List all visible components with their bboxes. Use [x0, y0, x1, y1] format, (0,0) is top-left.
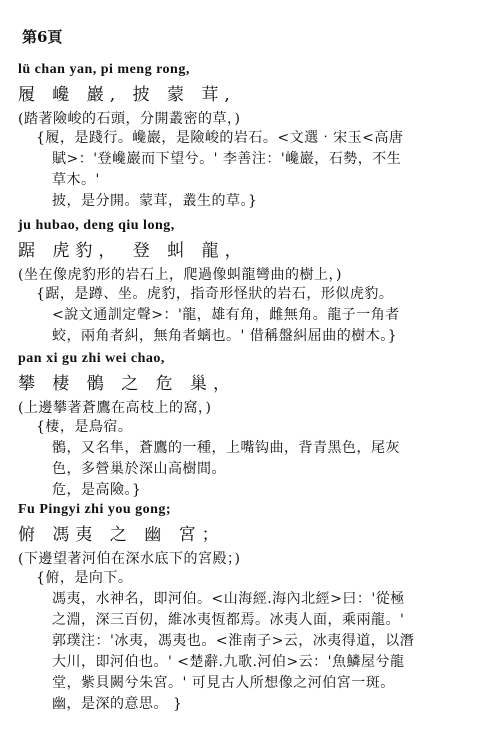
annotation-line: 之淵，深三百仞，維冰夷恆都焉。冰夷人面，乘兩龍。' — [52, 612, 405, 628]
pinyin-line: ju hubao, deng qiu long, — [18, 218, 175, 233]
annotation-line: 賦>：'登巉巖而下望兮。' 李善注：'巉巖，石勢，不生 — [52, 151, 402, 167]
translation: (下邊望著河伯在深水底下的宮殿；) — [18, 551, 241, 567]
annotation-line: <說文通訓定聲>：'龍，雄有角，雌無角。龍子一角者 — [52, 307, 400, 323]
annotation — [36, 128, 483, 212]
annotation-line: 蛟，兩角者糾，無角者螭也。' 借稱盤糾屈曲的樹木。} — [52, 328, 398, 344]
stanza-4 — [18, 502, 483, 715]
chinese-verse: 履 巉 巖, 披 蒙 茸, — [18, 85, 236, 105]
annotation-line: {踞，是蹲、坐。虎豹，指奇形怪狀的岩石，形似虎豹。 — [36, 286, 394, 302]
annotation-line: 幽，是深的意思。 } — [52, 696, 183, 712]
annotation-line: {棲，是鳥宿。 — [36, 419, 133, 435]
chinese-verse: 踞 虎豹， 登 虯 龍， — [18, 241, 248, 261]
annotation-line: {俯，是向下。 — [36, 570, 133, 586]
annotation-line: 馮夷，水神名，即河伯。<山海經.海內北經>曰：'從極 — [52, 591, 405, 607]
annotation-line: 危，是高險。} — [52, 482, 142, 498]
annotation-line: {履，是踐行。巉巖，是險峻的岩石。<文選‧宋玉<高唐 — [36, 130, 404, 146]
pinyin-line: lü chan yan, pi meng rong, — [18, 62, 190, 77]
annotation-line: 草木。' — [52, 172, 100, 188]
annotation — [36, 568, 483, 715]
chinese-verse: 攀 棲 鶻 之 危 巢， — [18, 374, 237, 394]
annotation-line: 堂，紫貝闕兮朱宮。' 可見古人所想像之河伯宮一斑。 — [52, 675, 395, 691]
annotation-line: 鶻，又名隼，蒼鷹的一種，上嘴钩曲，背青黑色，尾灰 — [52, 440, 400, 456]
annotation — [36, 284, 483, 347]
translation: (踏著險峻的石頭，分開叢密的草，) — [18, 111, 241, 127]
annotation — [36, 417, 483, 501]
annotation-line: 色，多營巢於深山高樹間。 — [52, 461, 226, 477]
annotation-line: 大川，即河伯也。' <楚辭.九歌.河伯>云：'魚鱗屋兮龍 — [52, 654, 405, 670]
translation: (上邊攀著蒼鷹在高枝上的窩，) — [18, 400, 212, 416]
annotation-line: 披，是分開。蒙茸，叢生的草。} — [52, 193, 258, 209]
stanza-3 — [18, 351, 483, 501]
page-number: 第6頁 — [22, 28, 63, 46]
stanza-1 — [18, 62, 483, 212]
translation: (坐在像虎豹形的岩石上，爬過像虯龍彎曲的樹上，) — [18, 267, 342, 283]
pinyin-line: pan xi gu zhi wei chao, — [18, 351, 165, 366]
chinese-verse: 俯 馮夷 之 幽 宮； — [18, 525, 225, 545]
annotation-line: 郭璞注：'冰夷，馮夷也。<淮南子>云，冰夷得道，以潛 — [52, 633, 415, 649]
pinyin-line: Fu Pingyi zhi you gong; — [18, 502, 172, 517]
stanza-2 — [18, 218, 483, 347]
